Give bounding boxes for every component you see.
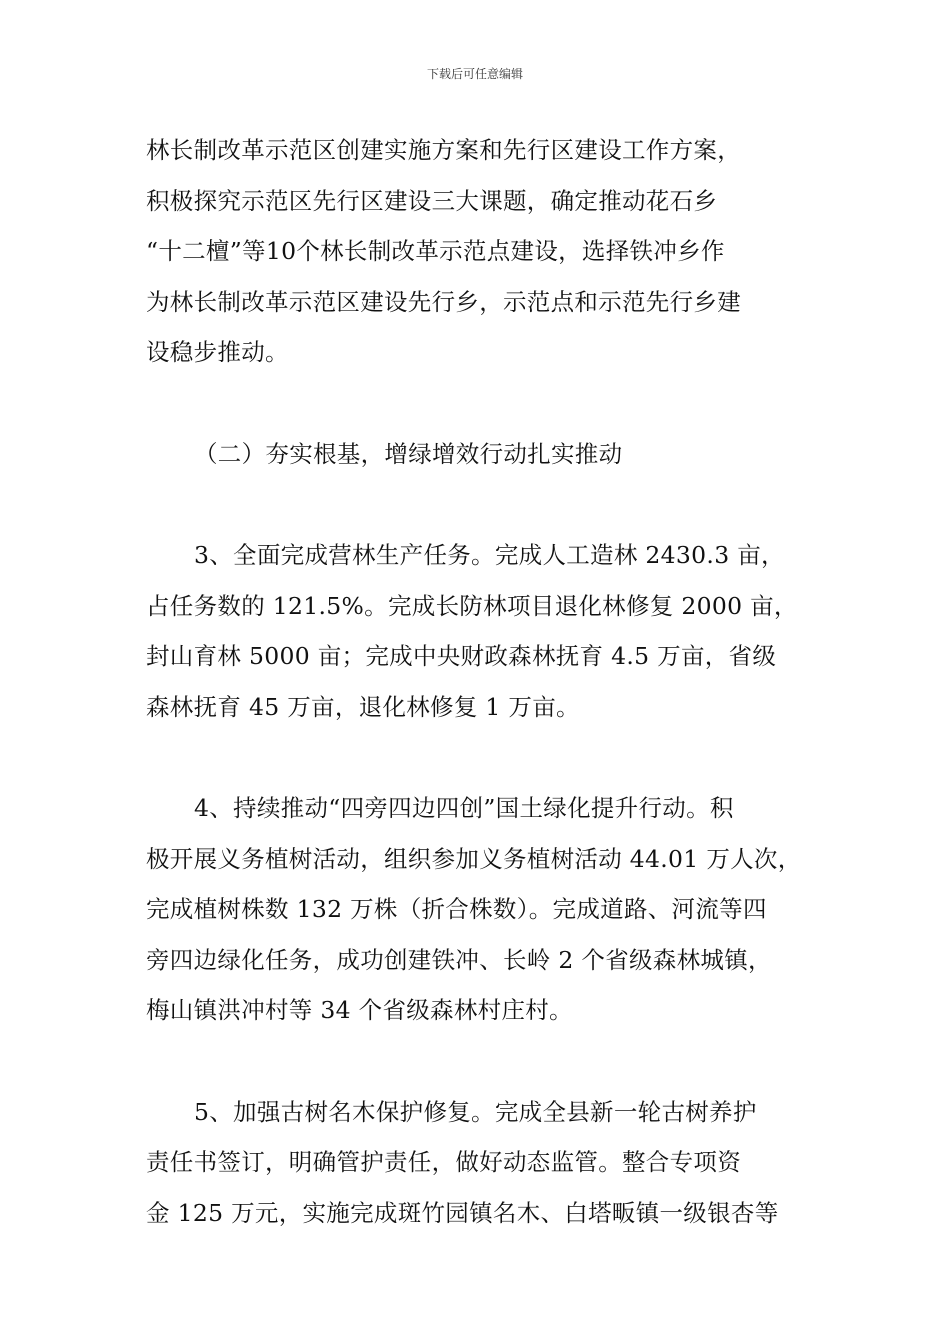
text-line: 金 125 万元，实施完成斑竹园镇名木、白塔畈镇一级银杏等	[146, 1198, 779, 1227]
text-line: 4、持续推动“四旁四边四创”国土绿化提升行动。积	[194, 794, 734, 822]
text-line: 占任务数的 121.5%。完成长防林项目退化林修复 2000 亩，	[146, 591, 798, 620]
text-line: 封山育林 5000 亩；完成中央财政森林抚育 4.5 万亩，省级	[146, 642, 777, 670]
paragraph-item-4	[146, 783, 816, 1036]
page-header: 下载后可任意编辑	[426, 67, 523, 81]
text-line: 旁四边绿化任务，成功创建铁冲、长岭 2 个省级森林城镇，	[146, 945, 772, 974]
text-line: 3、全面完成营林生产任务。完成人工造林 2430.3 亩，	[194, 541, 785, 569]
text-line: 为林长制改革示范区建设先行乡，示范点和示范先行乡建	[146, 287, 741, 316]
paragraph-intro	[146, 125, 816, 378]
text-line: 梅山镇洪冲村等 34 个省级森林村庄村。	[146, 996, 573, 1024]
paragraph-item-3	[146, 530, 816, 732]
text-line: 5、加强古树名木保护修复。完成全县新一轮古树养护	[194, 1097, 757, 1126]
text-line: “十二檀”等10个林长制改革示范点建设，选择铁冲乡作	[146, 237, 725, 265]
text-line: 设稳步推动。	[146, 338, 289, 366]
text-line: 责任书签订，明确管护责任，做好动态监管。整合专项资	[146, 1148, 741, 1176]
text-line: 积极探究示范区先行区建设三大课题，确定推动花石乡	[146, 186, 718, 215]
text-line: 完成植树株数 132 万株（折合株数）。完成道路、河流等四	[146, 895, 767, 923]
paragraph-item-5	[146, 1087, 816, 1239]
text-line: 林长制改革示范区创建实施方案和先行区建设工作方案，	[146, 136, 741, 164]
text-line: 极开展义务植树活动，组织参加义务植树活动 44.01 万人次，	[146, 844, 802, 873]
section-heading: （二）夯实根基，增绿增效行动扎实推动	[194, 439, 623, 468]
text-line: 森林抚育 45 万亩，退化林修复 1 万亩。	[146, 692, 580, 721]
document-body	[146, 125, 816, 1289]
